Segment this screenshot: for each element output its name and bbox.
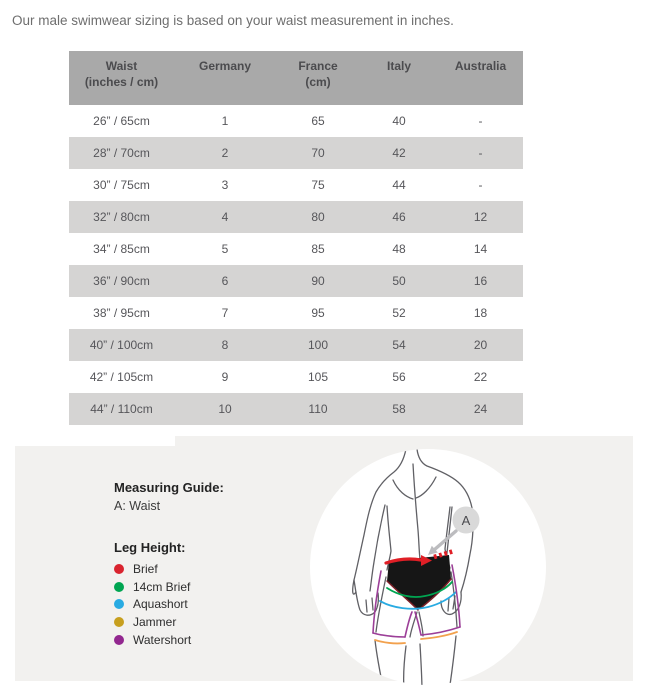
cell-italy: 50 <box>392 274 406 288</box>
legend-label: Brief <box>133 561 158 576</box>
cell-australia: 18 <box>473 306 488 320</box>
waist-marker-label: A <box>461 513 471 528</box>
table-row <box>69 329 523 361</box>
col-header-italy: Italy <box>360 51 438 105</box>
table-row <box>69 201 523 233</box>
cell-waist: 44” / 110cm <box>90 402 153 416</box>
leg-height-title: Leg Height: <box>114 540 186 555</box>
cell-waist: 34” / 85cm <box>93 242 150 256</box>
table-row <box>69 233 523 265</box>
waist-marker-badge <box>453 507 480 534</box>
cell-australia: 24 <box>473 402 488 416</box>
table-row <box>69 393 523 425</box>
cell-australia: - <box>478 114 483 128</box>
leg-height-legend <box>114 560 191 648</box>
legend-item-aquashort <box>114 595 191 613</box>
legend-label: 14cm Brief <box>133 579 191 594</box>
cell-italy: 40 <box>392 114 406 128</box>
col-header-france: France (cm) <box>276 51 360 105</box>
table-row <box>69 361 523 393</box>
measuring-guide-item: A: Waist <box>114 499 161 513</box>
cell-france: 70 <box>311 146 325 160</box>
cell-france: 95 <box>311 306 325 320</box>
cell-italy: 58 <box>392 402 406 416</box>
aquashort-color-dot-icon <box>114 599 124 609</box>
cell-france: 65 <box>311 114 325 128</box>
cell-waist: 42” / 105cm <box>89 370 154 384</box>
cell-waist: 30” / 75cm <box>93 178 150 192</box>
cell-italy: 42 <box>392 146 406 160</box>
cell-germany: 9 <box>221 370 229 384</box>
legend-label: Watershort <box>133 632 192 647</box>
cell-italy: 44 <box>392 178 406 192</box>
legend-item-brief <box>114 560 191 578</box>
cell-waist: 26” / 65cm <box>93 114 150 128</box>
table-row <box>69 169 523 201</box>
cell-germany: 6 <box>221 274 229 288</box>
col-header-waist: Waist (inches / cm) <box>69 51 174 105</box>
cell-france: 75 <box>311 178 325 192</box>
table-row <box>69 265 523 297</box>
cell-waist: 36” / 90cm <box>93 274 150 288</box>
cell-italy: 52 <box>392 306 406 320</box>
cell-france: 100 <box>307 338 329 352</box>
cell-germany: 2 <box>221 146 229 160</box>
cell-france: 105 <box>307 370 329 384</box>
col-header-australia: Australia <box>438 51 523 105</box>
cell-italy: 56 <box>392 370 406 384</box>
cell-france: 85 <box>311 242 325 256</box>
cell-waist: 32” / 80cm <box>93 210 150 224</box>
cell-italy: 46 <box>392 210 406 224</box>
cell-australia: 16 <box>473 274 488 288</box>
cell-waist: 28” / 70cm <box>93 146 150 160</box>
cell-waist: 38” / 95cm <box>93 306 150 320</box>
intro-text: Our male swimwear sizing is based on your waist measurement in inches. <box>12 13 454 28</box>
cell-france: 90 <box>311 274 325 288</box>
cell-italy: 54 <box>392 338 406 352</box>
cell-australia: 22 <box>473 370 488 384</box>
cell-waist: 40” / 100cm <box>89 338 154 352</box>
table-row <box>69 297 523 329</box>
cell-australia: 20 <box>473 338 488 352</box>
legend-item-14cm-brief <box>114 578 191 596</box>
cell-germany: 3 <box>221 178 229 192</box>
cell-australia: 14 <box>473 242 488 256</box>
cell-australia: - <box>478 146 483 160</box>
size-table <box>69 51 523 425</box>
brief-color-dot-icon <box>114 564 124 574</box>
watershort-color-dot-icon <box>114 635 124 645</box>
col-header-germany: Germany <box>174 51 276 105</box>
cell-germany: 4 <box>221 210 229 224</box>
cell-germany: 5 <box>221 242 229 256</box>
legend-item-jammer <box>114 613 191 631</box>
table-row <box>69 105 523 137</box>
cell-france: 110 <box>308 402 328 416</box>
size-table-header <box>69 51 523 105</box>
cell-france: 80 <box>311 210 325 224</box>
measuring-figure-illustration <box>300 436 558 694</box>
cell-australia: 12 <box>473 210 488 224</box>
cell-italy: 48 <box>392 242 406 256</box>
cell-germany: 8 <box>221 338 229 352</box>
legend-label: Aquashort <box>133 597 188 612</box>
measuring-guide-title: Measuring Guide: <box>114 480 224 495</box>
table-row <box>69 137 523 169</box>
legend-item-watershort <box>114 631 191 649</box>
cell-germany: 7 <box>221 306 229 320</box>
cell-australia: - <box>478 178 483 192</box>
cell-germany: 1 <box>221 114 229 128</box>
jammer-color-dot-icon <box>114 617 124 627</box>
cell-germany: 10 <box>218 402 232 416</box>
legend-label: Jammer <box>133 614 177 629</box>
14cm-brief-color-dot-icon <box>114 582 124 592</box>
